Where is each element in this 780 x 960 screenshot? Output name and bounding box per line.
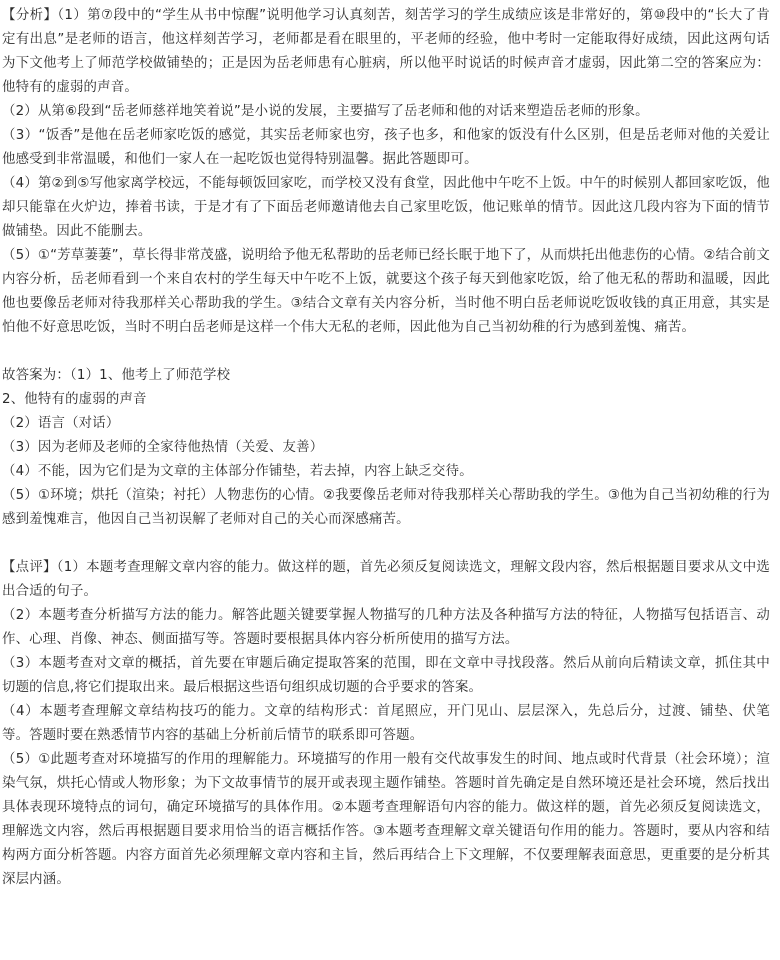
answer-line-2: 2、他特有的虚弱的声音 xyxy=(2,392,147,407)
analysis-paragraph-2: （2）从第⑥段到“岳老师慈祥地笑着说”是小说的发展，主要描写了岳老师和他的对话来塑造岳老师的形象。 xyxy=(2,104,649,119)
analysis-section xyxy=(2,4,770,340)
answer-line-5: （4）不能，因为它们是为文章的主体部分作铺垫，若去掉，内容上缺乏交待。 xyxy=(2,464,473,479)
answer-line-6: （5）①环境；烘托（渲染；衬托）人物悲伤的心情。②我要像岳老师对待我那样关心帮助我的学生。③他为自己当初幼稚的行为感到羞愧难言，他因自己当初误解了老师对自己的关心而深感痛苦。 xyxy=(2,488,770,527)
comment-paragraph-4: （4）本题考查理解文章结构技巧的能力。文章的结构形式：首尾照应，开门见山、层层深入，先总后分，过渡、铺垫、伏笔等。答题时要在熟悉情节内容的基础上分析前后情节的联系即可答题。 xyxy=(2,704,770,743)
analysis-paragraph-5: （5）①“芳草萋萋”，草长得非常茂盛，说明给予他无私帮助的岳老师已经长眠于地下了，从而烘托出他悲伤的心情。②结合前文内容分析，岳老师看到一个来自农村的学生每天中午吃不上饭，就要这个孩子每天到他家吃饭，给了他无私的帮助和温暖，因此他也要像岳老师对待我那样关心帮助我的学生。③结合文章有关内容分析，当时他不明白岳老师说吃饭收钱的真正用意，其实是怕他不好意思吃饭，当时不明白岳老师是这样一个伟大无私的老师，因此他为自己当初幼稚的行为感到羞愧、痛苦。 xyxy=(2,248,770,335)
spacer xyxy=(2,340,770,364)
answers-section xyxy=(2,364,770,532)
answer-line-3: （2）语言（对话） xyxy=(2,416,120,431)
comments-section xyxy=(2,556,770,892)
analysis-paragraph-1: 【分析】（1）第⑦段中的“学生从书中惊醒”说明他学习认真刻苦，刻苦学习的学生成绩应该是非常好的，第⑩段中的“长大了肯定有出息”是老师的语言，他这样刻苦学习，老师都是看在眼里的，平老师的经验，他中考时一定能取得好成绩，因此这两句话为下文他考上了师范学校做铺垫的；正是因为岳老师患有心脏病，所以他平时说话的时候声音才虚弱，因此第二空的答案应为：他特有的虚弱的声音。 xyxy=(2,8,770,95)
comment-paragraph-5: （5）①此题考查对环境描写的作用的理解能力。环境描写的作用一般有交代故事发生的时间、地点或时代背景（社会环境）；渲染气氛，烘托心情或人物形象；为下文故事情节的展开或表现主题作铺垫。答题时首先确定是自然环境还是社会环境，然后找出具体表现环境特点的词句，确定环境描写的具体作用。②本题考查理解语句内容的能力。做这样的题，首先必须反复阅读选文，理解选文内容，然后再根据题目要求用恰当的语言概括作答。③本题考查理解文章关键语句作用的能力。答题时，要从内容和结构两方面分析答题。内容方面首先必须理解文章内容和主旨，然后再结合上下文理解，不仅要理解表面意思，更重要的是分析其深层内涵。 xyxy=(2,752,770,887)
analysis-paragraph-4: （4）第②到⑤写他家离学校远，不能每顿饭回家吃，而学校又没有食堂，因此他中午吃不上饭。中午的时候别人都回家吃饭，他却只能靠在火炉边，捧着书读，于是才有了下面岳老师邀请他去自己家里吃饭，他记账单的情节。因此这几段内容为下面的情节做铺垫。因此不能删去。 xyxy=(2,176,770,239)
comment-paragraph-2: （2）本题考查分析描写方法的能力。解答此题关键要掌握人物描写的几种方法及各种描写方法的特征，人物描写包括语言、动作、心理、肖像、神态、侧面描写等。答题时要根据具体内容分析所使用的描写方法。 xyxy=(2,608,770,647)
comment-paragraph-1: 【点评】（1）本题考查理解文章内容的能力。做这样的题，首先必须反复阅读选文，理解文段内容，然后根据题目要求从文中选出合适的句子。 xyxy=(2,560,770,599)
spacer xyxy=(2,532,770,556)
comment-paragraph-3: （3）本题考查对文章的概括，首先要在审题后确定提取答案的范围，即在文章中寻找段落。然后从前向后精读文章，抓住其中切题的信息,将它们提取出来。最后根据这些语句组织成切题的合乎要求的答案。 xyxy=(2,656,770,695)
analysis-paragraph-3: （3）“饭香”是他在岳老师家吃饭的感觉，其实岳老师家也穷，孩子也多，和他家的饭没有什么区别，但是岳老师对他的关爱让他感受到非常温暖，和他们一家人在一起吃饭也觉得特别温馨。据此答题即可。 xyxy=(2,128,770,167)
answer-line-4: （3）因为老师及老师的全家待他热情（关爱、友善） xyxy=(2,440,324,455)
answer-line-1: 故答案为：（1）1、他考上了师范学校 xyxy=(2,368,231,383)
